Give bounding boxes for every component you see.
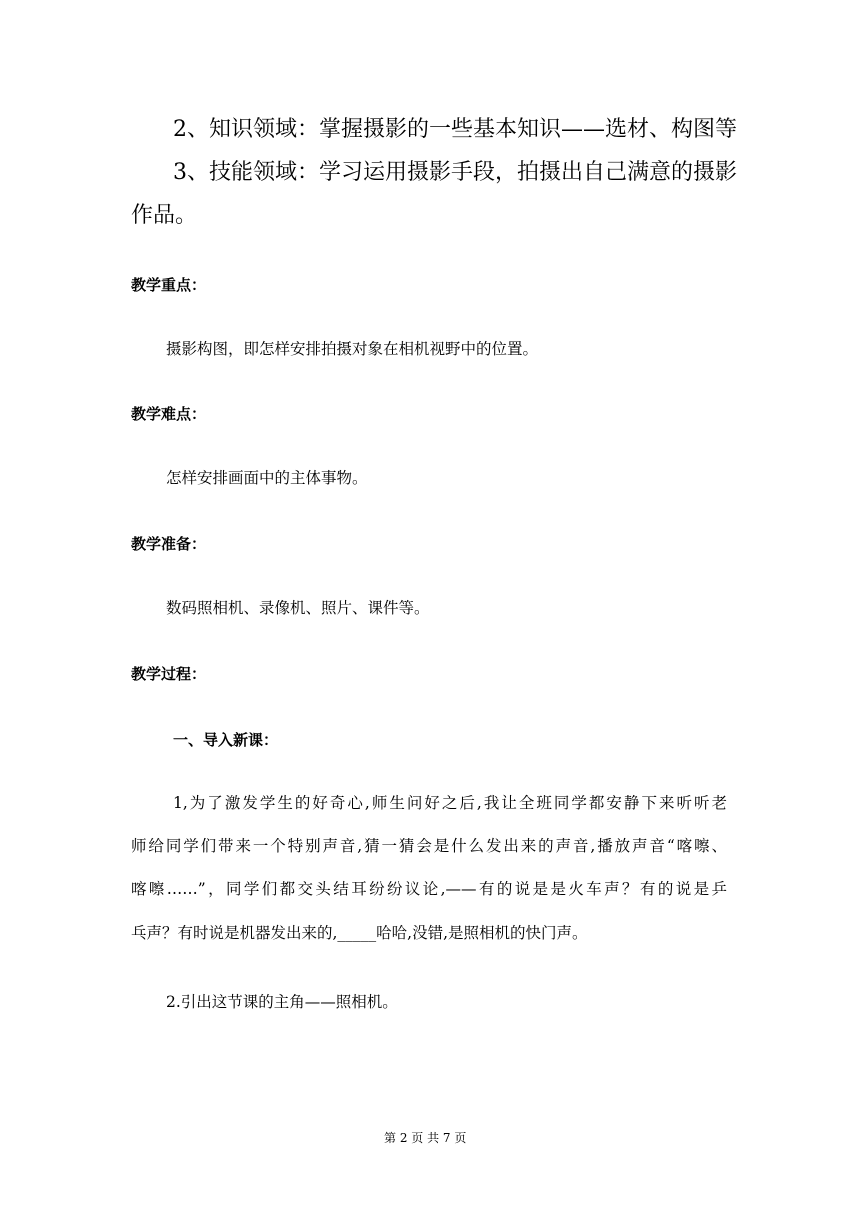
preparation-heading: 教学准备：	[131, 535, 207, 553]
key-points-text: 摄影构图，即怎样安排拍摄对象在相机视野中的位置。	[166, 340, 539, 358]
preparation-text: 数码照相机、录像机、照片、课件等。	[166, 599, 430, 617]
paragraph-line: 乓声？有时说是机器发出来的,_____哈哈,没错,是照相机的快门声。	[131, 924, 588, 942]
objective-knowledge: 2、知识领域：掌握摄影的一些基本知识——选材、构图等	[173, 117, 737, 142]
difficulties-heading: 教学难点：	[131, 405, 207, 423]
intro-item-2: 2.引出这节课的主角——照相机。	[166, 993, 398, 1011]
section-title-intro: 一、导入新课：	[173, 731, 279, 749]
objective-skills-continued: 作品。	[131, 203, 198, 228]
paragraph-line: 师给同学们带来一个特别声音,猜一猜会是什么发出来的声音,播放声音“喀嚓、	[131, 837, 727, 855]
process-heading: 教学过程：	[131, 665, 207, 683]
key-points-heading: 教学重点：	[131, 276, 207, 294]
objective-skills: 3、技能领域：学习运用摄影手段，拍摄出自己满意的摄影	[173, 160, 737, 185]
difficulties-text: 怎样安排画面中的主体事物。	[166, 469, 368, 487]
page-footer: 第 2 页 共 7 页	[384, 1131, 467, 1145]
paragraph-line: 喀嚓……”，同学们都交头结耳纷纷议论,——有的说是是火车声？有的说是乒	[131, 880, 727, 898]
paragraph-line: 1,为了激发学生的好奇心,师生问好之后,我让全班同学都安静下来听听老	[173, 794, 727, 812]
